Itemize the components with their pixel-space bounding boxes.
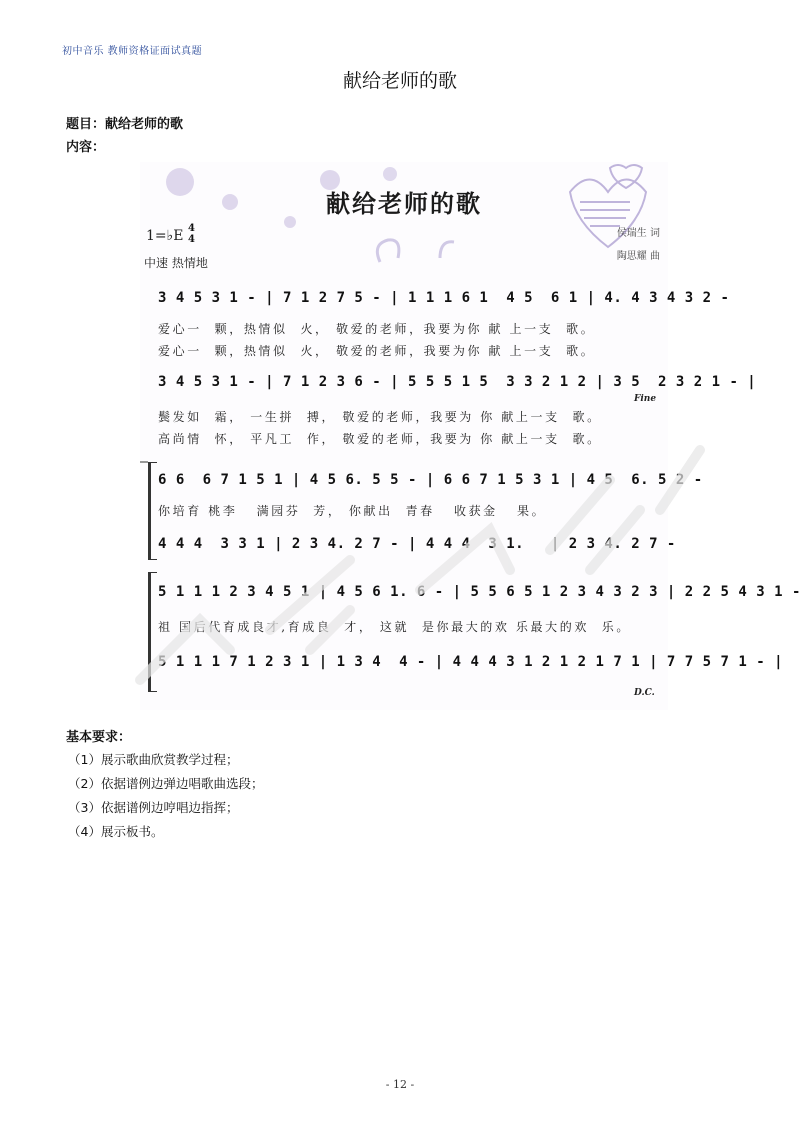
system-bracket-1 — [148, 462, 157, 560]
page-number: - 12 - — [385, 1078, 415, 1091]
lyric-row-1-verse-2: 爱心一 颗，热情似 火， 敬爱的老师，我要为你 献 上一支 歌。 — [158, 344, 596, 358]
notation-row-5: 5 1 1 1 2 3 4 5 1 | 4 5 6 1. 6 - | 5 5 6 5 1 2 3 4 3 2 3 | 2 2 5 4 3 1 - — [158, 584, 801, 600]
content-label: 内容： — [66, 140, 106, 155]
requirement-item-2: （2）依据谱例边弹边唱歌曲选段； — [68, 776, 264, 791]
dc-mark: D.C. — [634, 688, 655, 698]
header-note: 初中音乐 教师资格证面试真题 — [62, 46, 203, 57]
music-score-image — [140, 162, 801, 710]
system-bracket-2 — [148, 572, 157, 692]
time-signature-bottom: 4 — [188, 234, 195, 245]
lyricist-credit: 侯瑞生 词 — [616, 228, 660, 239]
lyric-row-2-verse-1: 鬓发如 霜， 一生拼 搏， 敬爱的老师，我要为 你 献上一支 歌。 — [158, 410, 602, 424]
requirement-item-3: （3）依据谱例边哼唱边指挥； — [68, 800, 239, 815]
fine-mark: Fine — [634, 394, 657, 404]
time-signature — [188, 223, 195, 245]
notation-row-3: 6 6 6 7 1 5 1 | 4 5 6. 5 5 - | 6 6 7 1 5 3 1 | 4 5 6. 5 2 - — [158, 472, 703, 488]
document-title: 献给老师的歌 — [342, 70, 457, 92]
notation-row-2: 3 4 5 3 1 - | 7 1 2 3 6 - | 5 5 5 1 5 3 3 2 1 2 | 3 5 2 3 2 1 - | — [158, 374, 757, 390]
lyric-row-2-verse-2: 高尚情 怀， 平凡工 作， 敬爱的老师，我要为 你 献上一支 歌。 — [158, 432, 602, 446]
lyric-row-1-verse-1: 爱心一 颗，热情似 火， 敬爱的老师，我要为你 献 上一支 歌。 — [158, 322, 596, 336]
composer-credit: 陶思耀 曲 — [616, 251, 660, 262]
notation-row-6: 5 1 1 1 7 1 2 3 1 | 1 3 4 4 - | 4 4 4 3 1 2 1 2 1 7 1 | 7 7 5 7 1 - | — [158, 654, 784, 670]
notation-row-4: 4 4 4 3 3 1 | 2 3 4. 2 7 - | 4 4 4 3 1. | 2 3 4. 2 7 - — [158, 536, 676, 552]
notation-row-1: 3 4 5 3 1 - | 7 1 2 7 5 - | 1 1 1 6 1 4 5 6 1 | 4. 4 3 4 3 2 - — [158, 290, 730, 306]
topic-label: 题目：献给老师的歌 — [66, 117, 184, 132]
lyric-row-3: 你培育 桃李 满园芬 芳， 你献出 青春 收获金 果。 — [158, 504, 547, 518]
key-signature: 1=♭E — [146, 228, 184, 244]
lyric-row-5: 祖 国后代育成良才,育成良 才， 这就 是你最大的欢 乐最大的欢 乐。 — [158, 620, 631, 634]
time-signature-top: 4 — [188, 223, 195, 234]
score-title: 献给老师的歌 — [326, 190, 482, 218]
requirement-item-4: （4）展示板书。 — [68, 824, 164, 839]
requirement-item-1: （1）展示歌曲欣赏教学过程； — [68, 752, 239, 767]
requirements-label: 基本要求： — [66, 730, 132, 745]
tempo-marking: 中速 热情地 — [144, 256, 208, 270]
